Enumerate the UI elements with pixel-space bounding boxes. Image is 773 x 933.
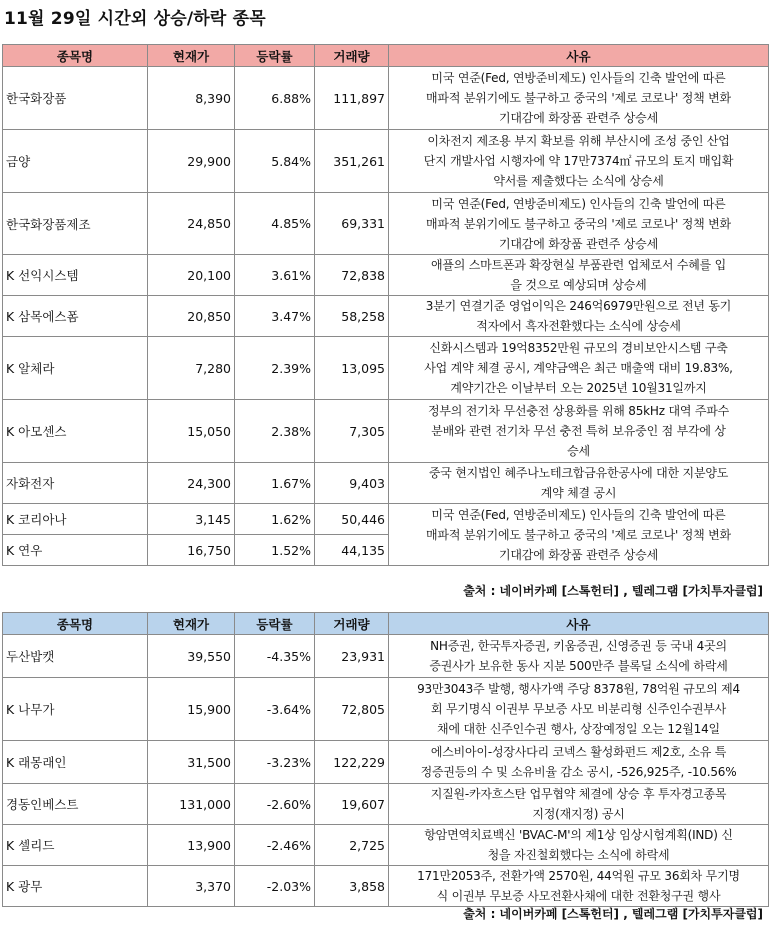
- table-row: [3, 337, 769, 400]
- reason-cell: [389, 67, 769, 130]
- reason-line: 회 무기명식 이권부 무보증 사모 비분리형 신주인수권부사: [430, 702, 727, 716]
- volume: 13,095: [315, 337, 389, 400]
- losers-table: [2, 612, 769, 907]
- stock-name: K 셀리드: [3, 825, 148, 866]
- reason-cell: [389, 741, 769, 784]
- current-price: 24,850: [148, 193, 235, 255]
- table-row: [3, 463, 769, 504]
- current-price: 39,550: [148, 635, 235, 678]
- reason-cell: [389, 193, 769, 255]
- change-rate: 1.62%: [235, 504, 315, 535]
- reason-line: 애플의 스마트폰과 확장현실 부품관련 업체로서 수혜를 입: [430, 258, 727, 272]
- reason-cell: [389, 635, 769, 678]
- reason-line: 지질원-카자흐스탄 업무협약 체결에 상승 후 투자경고종목: [430, 787, 727, 801]
- reason-cell: [389, 400, 769, 463]
- col-change-header: 등락률: [235, 613, 315, 635]
- change-rate: -3.64%: [235, 678, 315, 741]
- losers-body: [3, 635, 769, 907]
- reason-line: 매파적 분위기에도 불구하고 중국의 '제로 코로나' 정책 변화: [426, 216, 731, 231]
- table-row: [3, 866, 769, 907]
- volume: 3,858: [315, 866, 389, 907]
- stock-name: 한국화장품: [3, 67, 148, 130]
- change-rate: -2.60%: [235, 784, 315, 825]
- change-rate: 1.52%: [235, 535, 315, 566]
- table-row: [3, 296, 769, 337]
- reason-line: 채에 대한 신주인수권 행사, 상장예정일 오는 12월14일: [437, 722, 720, 736]
- volume: 19,607: [315, 784, 389, 825]
- volume: 9,403: [315, 463, 389, 504]
- col-volume-header: 거래량: [315, 613, 389, 635]
- reason-cell: [389, 866, 769, 907]
- current-price: 7,280: [148, 337, 235, 400]
- reason-line: 지정(재지정) 공시: [532, 807, 625, 821]
- change-rate: 3.47%: [235, 296, 315, 337]
- volume: 58,258: [315, 296, 389, 337]
- volume: 44,135: [315, 535, 389, 566]
- current-price: 29,900: [148, 130, 235, 193]
- stock-name: 한국화장품제조: [3, 193, 148, 255]
- reason-line: 매파적 분위기에도 불구하고 중국의 '제로 코로나' 정책 변화: [426, 91, 731, 105]
- col-reason-header: 사유: [389, 45, 769, 67]
- volume: 69,331: [315, 193, 389, 255]
- volume: 351,261: [315, 130, 389, 193]
- current-price: 131,000: [148, 784, 235, 825]
- stock-name: K 나무가: [3, 678, 148, 741]
- reason-line: 93만3043주 발행, 행사가액 주당 8378원, 78억원 규모의 제4: [417, 682, 740, 696]
- gainers-header-row: [3, 45, 769, 67]
- current-price: 8,390: [148, 67, 235, 130]
- reason-line: 3분기 연결기준 영업이익은 246억6979만원으로 전년 동기: [425, 299, 732, 313]
- current-price: 31,500: [148, 741, 235, 784]
- stock-name: 금양: [3, 130, 148, 193]
- gainers-table: [2, 44, 769, 566]
- reason-line: 청을 자진철회했다는 소식에 하락세: [487, 848, 670, 862]
- reason-line: 단지 개발사업 시행자에 약 17만7374㎡ 규모의 토지 매입확: [423, 154, 734, 168]
- table-row: [3, 678, 769, 741]
- table-row: [3, 67, 769, 130]
- reason-line: 계약 체결 공시: [540, 486, 617, 500]
- table-row: [3, 193, 769, 255]
- reason-cell: [389, 296, 769, 337]
- reason-line: 증권사가 보유한 동사 지분 500만주 블록딜 소식에 하락세: [429, 659, 728, 673]
- reason-line: 171만2053주, 전환가액 2570원, 44억원 규모 36회차 무기명: [417, 869, 740, 883]
- reason-line: 중국 현지법인 혜주나노테크합금유한공사에 대한 지분양도: [428, 466, 729, 480]
- reason-line: 약서를 제출했다는 소식에 상승세: [493, 174, 664, 188]
- stock-name: K 래몽래인: [3, 741, 148, 784]
- current-price: 24,300: [148, 463, 235, 504]
- table-row: [3, 741, 769, 784]
- change-rate: -3.23%: [235, 741, 315, 784]
- reason-cell: [389, 463, 769, 504]
- reason-cell: [389, 678, 769, 741]
- stock-name: K 아모센스: [3, 400, 148, 463]
- change-rate: 6.88%: [235, 67, 315, 130]
- reason-cell: [389, 825, 769, 866]
- reason-line: 승세: [567, 444, 590, 458]
- col-reason-header: 사유: [389, 613, 769, 635]
- volume: 72,805: [315, 678, 389, 741]
- table-row: [3, 784, 769, 825]
- table-row: [3, 825, 769, 866]
- volume: 111,897: [315, 67, 389, 130]
- reason-line: 미국 연준(Fed, 연방준비제도) 인사들의 긴축 발언에 따른: [431, 507, 726, 522]
- table-row: [3, 504, 769, 535]
- reason-line: 기대감에 화장품 관련주 상승세: [499, 111, 658, 125]
- change-rate: 1.67%: [235, 463, 315, 504]
- reason-line: 정증권등의 수 및 소유비율 감소 공시, -526,925주, -10.56%: [420, 765, 737, 779]
- current-price: 3,145: [148, 504, 235, 535]
- volume: 2,725: [315, 825, 389, 866]
- stock-name: K 연우: [3, 535, 148, 566]
- reason-cell: [389, 255, 769, 296]
- table-row: [3, 400, 769, 463]
- reason-line: 항암면역치료백신 'BVAC-M'의 제1상 임상시험계획(IND) 신: [424, 828, 733, 842]
- change-rate: 3.61%: [235, 255, 315, 296]
- volume: 122,229: [315, 741, 389, 784]
- stock-name: 경동인베스트: [3, 784, 148, 825]
- reason-line: 신화시스템과 19억8352만원 규모의 경비보안시스템 구축: [429, 341, 728, 355]
- current-price: 20,100: [148, 255, 235, 296]
- change-rate: -2.46%: [235, 825, 315, 866]
- reason-line: 이차전지 제조용 부지 확보를 위해 부산시에 조성 중인 산업: [427, 134, 730, 148]
- change-rate: -2.03%: [235, 866, 315, 907]
- table-row: [3, 255, 769, 296]
- table-row: [3, 130, 769, 193]
- col-volume-header: 거래량: [315, 45, 389, 67]
- change-rate: 4.85%: [235, 193, 315, 255]
- reason-line: 에스비아이-성장사다리 코넥스 활성화펀드 제2호, 소유 특: [430, 745, 727, 759]
- reason-line: 분배와 관련 전기차 무선 충전 특허 보유중인 점 부각에 상: [431, 424, 726, 438]
- gainers-body: [3, 67, 769, 566]
- reason-line: 계약기간은 이날부터 오는 2025년 10월31일까지: [450, 381, 707, 395]
- reason-line: 사업 계약 체결 공시, 계약금액은 최근 매출액 대비 19.83%,: [424, 361, 733, 375]
- col-price-header: 현재가: [148, 45, 235, 67]
- stock-name: K 선익시스템: [3, 255, 148, 296]
- reason-line: 기대감에 화장품 관련주 상승세: [499, 547, 658, 562]
- current-price: 3,370: [148, 866, 235, 907]
- current-price: 15,050: [148, 400, 235, 463]
- reason-line: 식 이권부 무보증 사모전환사채에 대한 전환청구권 행사: [436, 889, 721, 903]
- reason-line: 을 것으로 예상되며 상승세: [510, 278, 647, 292]
- change-rate: 2.39%: [235, 337, 315, 400]
- change-rate: -4.35%: [235, 635, 315, 678]
- change-rate: 2.38%: [235, 400, 315, 463]
- current-price: 13,900: [148, 825, 235, 866]
- current-price: 15,900: [148, 678, 235, 741]
- reason-line: NH증권, 한국투자증권, 키움증권, 신영증권 등 국내 4곳의: [430, 639, 727, 653]
- volume: 23,931: [315, 635, 389, 678]
- source-note: 출처 : 네이버카페 [스톡헌터] , 텔레그램 [가치투자클럽]: [463, 584, 763, 598]
- col-name-header: 종목명: [3, 45, 148, 67]
- reason-line: 미국 연준(Fed, 연방준비제도) 인사들의 긴축 발언에 따른: [431, 196, 726, 211]
- stock-name: 자화전자: [3, 463, 148, 504]
- reason-line: 정부의 전기차 무선충전 상용화를 위해 85kHz 대역 주파수: [427, 404, 730, 418]
- page-title: 11월 29일 시간외 상승/하락 종목: [4, 9, 266, 29]
- volume: 72,838: [315, 255, 389, 296]
- volume: 50,446: [315, 504, 389, 535]
- reason-line: 적자에서 흑자전환했다는 소식에 상승세: [476, 319, 681, 333]
- stock-name: K 광무: [3, 866, 148, 907]
- volume: 7,305: [315, 400, 389, 463]
- reason-cell: [389, 130, 769, 193]
- reason-cell: [389, 784, 769, 825]
- current-price: 20,850: [148, 296, 235, 337]
- col-change-header: 등락률: [235, 45, 315, 67]
- col-price-header: 현재가: [148, 613, 235, 635]
- reason-line: 미국 연준(Fed, 연방준비제도) 인사들의 긴축 발언에 따른: [431, 71, 726, 85]
- stock-name: K 코리아나: [3, 504, 148, 535]
- current-price: 16,750: [148, 535, 235, 566]
- stock-name: K 알체라: [3, 337, 148, 400]
- losers-header-row: [3, 613, 769, 635]
- source-note: 출처 : 네이버카페 [스톡헌터] , 텔레그램 [가치투자클럽]: [463, 907, 763, 921]
- reason-cell: [389, 337, 769, 400]
- reason-cell: [389, 504, 769, 566]
- stock-name: K 삼목에스폼: [3, 296, 148, 337]
- stock-name: 두산밥캣: [3, 635, 148, 678]
- change-rate: 5.84%: [235, 130, 315, 193]
- col-name-header: 종목명: [3, 613, 148, 635]
- reason-line: 매파적 분위기에도 불구하고 중국의 '제로 코로나' 정책 변화: [426, 527, 731, 542]
- table-row: [3, 635, 769, 678]
- reason-line: 기대감에 화장품 관련주 상승세: [499, 236, 658, 251]
